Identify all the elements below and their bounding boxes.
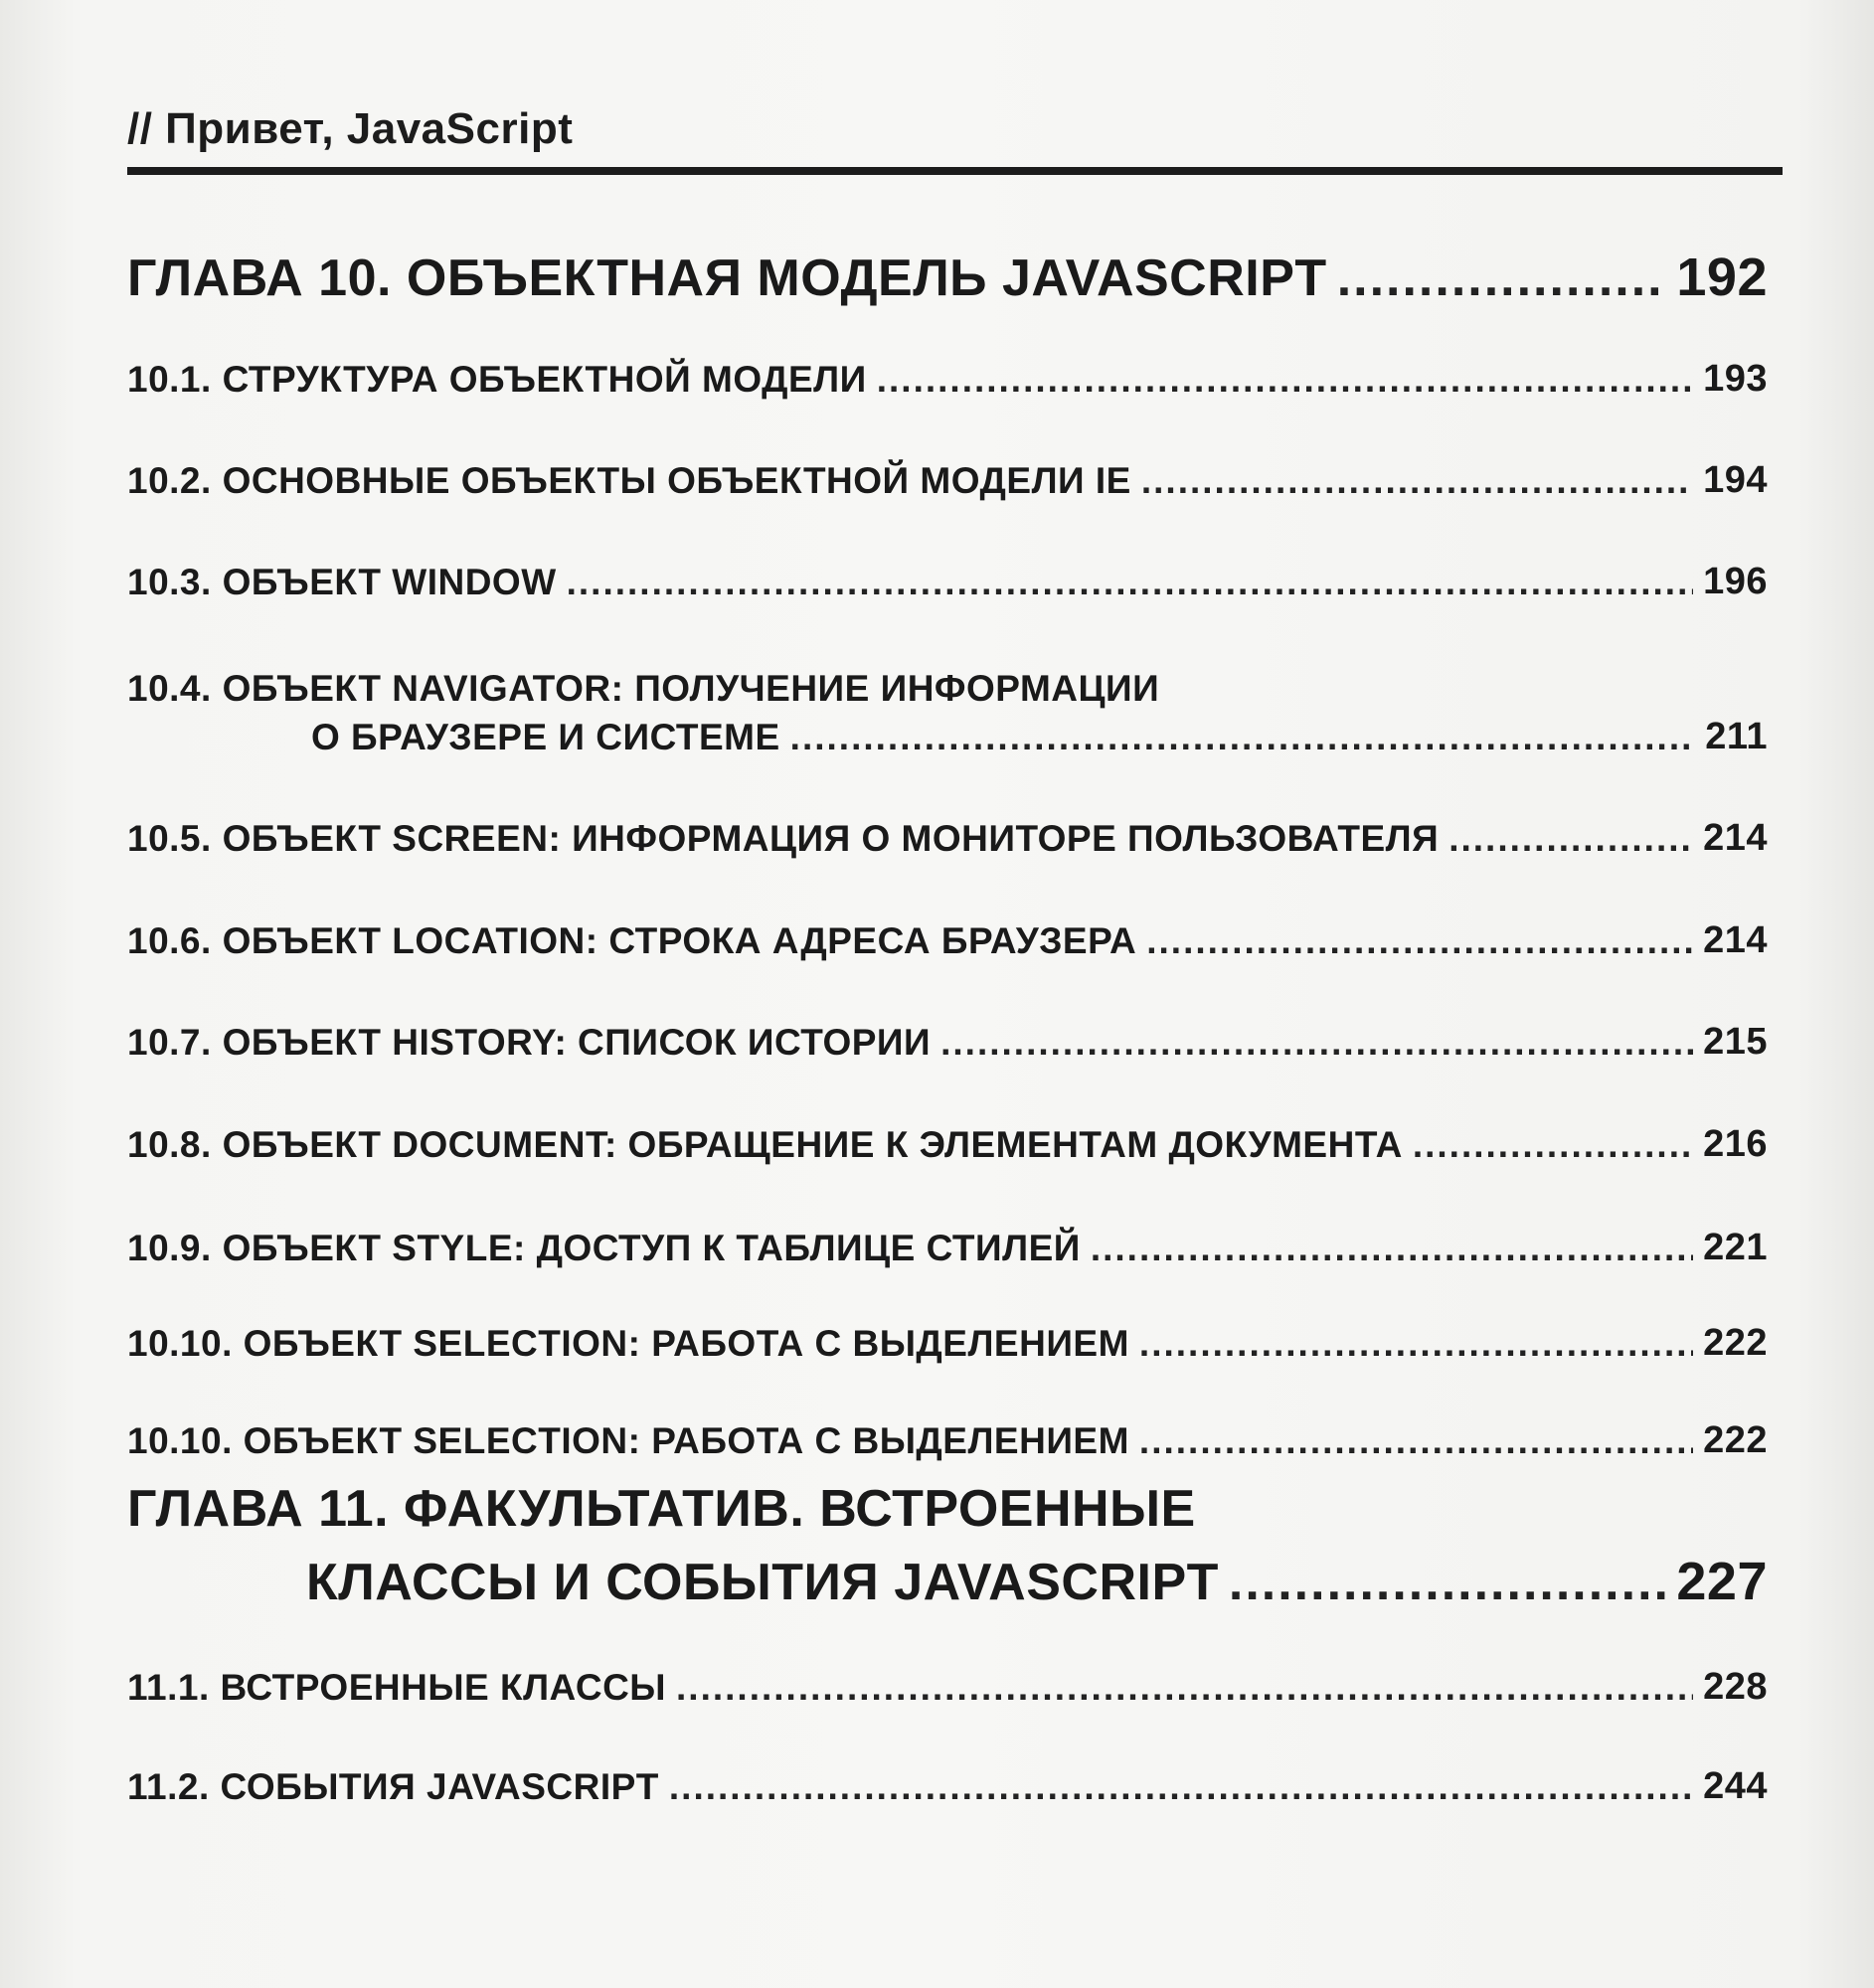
dot-leader: [1337, 248, 1667, 308]
section-title: 10.4. ОБЪЕКТ NAVIGATOR: ПОЛУЧЕНИЕ ИНФОРМАЦИИ: [127, 668, 1160, 709]
toc-section: [127, 716, 1768, 758]
page-number: 215: [1703, 1021, 1768, 1063]
toc-section: [127, 1123, 1768, 1166]
dot-leader: [669, 1766, 1693, 1808]
chapter-title: ГЛАВА 10. ОБЪЕКТНАЯ МОДЕЛЬ JAVASCRIPT: [127, 249, 1327, 307]
dot-leader: [1448, 818, 1693, 860]
dot-leader: [1091, 1228, 1693, 1269]
dot-leader: [1413, 1124, 1693, 1166]
section-title: 10.10. ОБЪЕКТ SELECTION: РАБОТА С ВЫДЕЛЕНИЕМ: [127, 1323, 1129, 1364]
page-number: 214: [1703, 817, 1768, 859]
section-title: 11.1. ВСТРОЕННЫЕ КЛАССЫ: [127, 1667, 667, 1708]
section-title: 10.6. ОБЪЕКТ LOCATION: СТРОКА АДРЕСА БРАУЗЕРА: [127, 920, 1137, 961]
dot-leader: [1139, 1420, 1693, 1462]
toc-section: [127, 561, 1768, 603]
header-rule: [127, 167, 1783, 175]
dot-leader: [940, 1022, 1693, 1064]
page-number: 222: [1703, 1322, 1768, 1364]
section-title: 11.2. СОБЫТИЯ JAVASCRIPT: [127, 1766, 659, 1807]
dot-leader: [567, 562, 1693, 603]
dot-leader: [1146, 920, 1693, 962]
page-number: 192: [1676, 248, 1768, 307]
toc-section: [127, 1322, 1768, 1365]
page-number: 221: [1703, 1227, 1768, 1268]
page-number: 216: [1703, 1123, 1768, 1165]
dot-leader: [1141, 460, 1693, 502]
section-title-continued: О БРАУЗЕРЕ И СИСТЕМЕ: [311, 717, 780, 757]
section-title: 10.2. ОСНОВНЫЕ ОБЪЕКТЫ ОБЪЕКТНОЙ МОДЕЛИ IE: [127, 460, 1131, 501]
toc-section: [127, 1419, 1768, 1462]
chapter-title-continued: КЛАССЫ И СОБЫТИЯ JAVASCRIPT: [306, 1554, 1219, 1611]
toc-section: [127, 358, 1768, 401]
toc-chapter-10: [127, 247, 1768, 308]
page-number: 193: [1703, 358, 1768, 400]
toc-chapter-11: [127, 1551, 1768, 1612]
toc-section: [127, 1227, 1768, 1269]
section-title: 10.3. ОБЪЕКТ WINDOW: [127, 562, 557, 602]
chapter-title: ГЛАВА 11. ФАКУЛЬТАТИВ. ВСТРОЕННЫЕ: [127, 1480, 1196, 1538]
running-head: // Привет, JavaScript: [127, 104, 574, 153]
section-title: 10.1. СТРУКТУРА ОБЪЕКТНОЙ МОДЕЛИ: [127, 359, 867, 400]
toc-section: [127, 1666, 1768, 1709]
toc-section: [127, 459, 1768, 502]
dot-leader: [1139, 1323, 1693, 1365]
page-number: 214: [1703, 919, 1768, 961]
toc-section: [127, 1021, 1768, 1064]
toc-section: [127, 1765, 1768, 1808]
page-number: 222: [1703, 1419, 1768, 1461]
dot-leader: [676, 1667, 1693, 1709]
section-title: 10.7. ОБЪЕКТ HISTORY: СПИСОК ИСТОРИИ: [127, 1022, 932, 1063]
toc-section: [127, 817, 1768, 860]
section-title: 10.9. ОБЪЕКТ STYLE: ДОСТУП К ТАБЛИЦЕ СТИЛЕЙ: [127, 1228, 1081, 1268]
dot-leader: [1229, 1553, 1667, 1612]
section-title: 10.5. ОБЪЕКТ SCREEN: ИНФОРМАЦИЯ О МОНИТОРЕ ПОЛЬЗОВАТЕЛЯ: [127, 818, 1440, 859]
toc-section: [127, 919, 1768, 962]
page-number: 194: [1703, 459, 1768, 501]
section-title: 10.10. ОБЪЕКТ SELECTION: РАБОТА С ВЫДЕЛЕНИЕМ: [127, 1420, 1129, 1461]
section-title: 10.8. ОБЪЕКТ DOCUMENT: ОБРАЩЕНИЕ К ЭЛЕМЕНТАМ ДОКУМЕНТА: [127, 1124, 1403, 1165]
page-number: 244: [1703, 1765, 1768, 1807]
dot-leader: [790, 717, 1696, 758]
dot-leader: [877, 359, 1693, 401]
page-number: 227: [1676, 1552, 1768, 1611]
page-number: 228: [1703, 1666, 1768, 1708]
page-number: 196: [1703, 561, 1768, 602]
page-number: 211: [1705, 716, 1768, 757]
